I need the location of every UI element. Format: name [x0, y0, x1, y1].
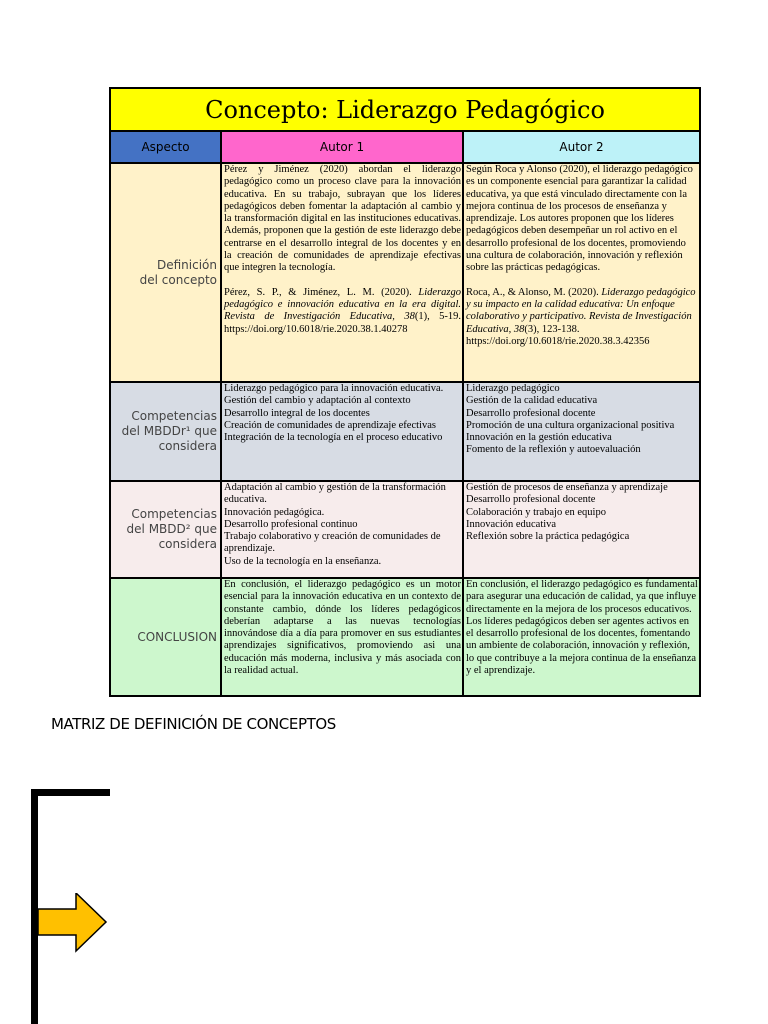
list-item: Liderazgo pedagógico para la innovación educativa. — [224, 383, 444, 394]
aspect-competencies-1 — [111, 383, 220, 480]
list-item: Innovación en la gestión educativa — [466, 432, 612, 444]
definition-author1 — [222, 164, 462, 381]
aspect-label: CONCLUSION — [137, 629, 217, 644]
aspect-definition — [111, 164, 220, 381]
conclusion-author2: En conclusión, el liderazgo pedagógico es fundamental para asegurar una educación de calidad, ya que influye directamente en la mejora de los procesos educativos. Los líderes pedagógicos deben ser agentes activos en el desarrollo profesional de los docentes, fomentando un ambiente de colaboración, innovación y reflexión, lo que contribuye a la mejora continua de la enseñanza y el aprendizaje. — [464, 579, 699, 695]
list-item: Gestión del cambio y adaptación al contexto — [224, 395, 411, 407]
reference-authors: Pérez, S. P., & Jiménez, L. M. (2020). — [224, 286, 419, 298]
competencies2-author2 — [464, 482, 699, 577]
list-item: Fomento de la reflexión y autoevaluación — [466, 444, 641, 456]
list-item: Gestión de procesos de enseñanza y aprendizaje — [466, 482, 668, 493]
aspect-conclusion — [111, 579, 220, 695]
header-aspect: Aspecto — [111, 132, 220, 162]
bracket-decoration-top — [31, 789, 110, 796]
list-item: Liderazgo pedagógico — [466, 383, 560, 394]
reference-title: Liderazgo pedagógico e innovación educativa en la era digital. Revista de Investigación Educativa, 38 — [224, 286, 461, 323]
list-item: Desarrollo integral de los docentes — [224, 407, 370, 419]
list-item: Adaptación al cambio y gestión de la transformación educativa. — [224, 482, 446, 506]
competencies1-author2 — [464, 383, 699, 480]
definition-text: Según Roca y Alonso (2020), el liderazgo pedagógico es un componente esencial para garantizar la calidad educativa, ya que está vinculado directamente con la mejora continua de los procesos de enseñanza y aprendizaje. Los autores proponen que los líderes pedagógicos deben desempeñar un rol activo en el desarrollo profesional de los docentes, promoviendo una cultura de colaboración, innovación y reflexión sobre las prácticas pedagógicas. — [466, 164, 693, 274]
aspect-label: Competencias del MBDDr¹ que considera — [121, 409, 217, 453]
reference-doi: (3), 123-138. https://doi.org/10.6018/rie.2020.38.3.42356 — [466, 323, 650, 347]
reference-authors: Roca, A., & Alonso, M. (2020). — [466, 286, 602, 298]
definition-reference — [466, 287, 698, 348]
header-author1: Autor 1 — [222, 132, 462, 162]
list-item: Creación de comunidades de aprendizaje efectivas — [224, 419, 436, 431]
arrow-right-icon — [38, 893, 108, 953]
list-item: Desarrollo profesional docente — [466, 494, 596, 506]
conclusion-author1: En conclusión, el liderazgo pedagógico es un motor esencial para la innovación educativa en un contexto de constante cambio, dónde los líderes pedagógicos deberían adaptarse a las nuevas tecnologías innovándose día a día para promover en sus estudiantes aprendizajes significativos, promoviendo asi una educación más moderna, inclusiva y más asociada con la realidad actual. — [222, 579, 462, 695]
list-item: Trabajo colaborativo y creación de comunidades de aprendizaje. — [224, 531, 441, 555]
reference-title: Liderazgo pedagógico y su impacto en la calidad educativa: Un enfoque colaborativo y participativo. Revista de Investigación Educativa, 38 — [466, 286, 696, 335]
definition-author2 — [464, 164, 699, 381]
reference-doi: (1), 5-19. https://doi.org/10.6018/rie.2020.38.1.40278 — [224, 311, 462, 335]
matrix-caption: MATRIZ DE DEFINICIÓN DE CONCEPTOS — [51, 715, 336, 733]
table-title: Concepto: Liderazgo Pedagógico — [111, 89, 699, 130]
concept-matrix-table — [109, 87, 701, 697]
aspect-label: Competencias del MBDD² que considera — [126, 507, 217, 551]
list-item: Uso de la tecnología en la enseñanza. — [224, 555, 382, 567]
definition-reference — [224, 287, 461, 336]
bracket-decoration — [31, 789, 38, 1024]
list-item: Desarrollo profesional docente — [466, 407, 596, 419]
list-item: Integración de la tecnología en el proceso educativo — [224, 432, 443, 444]
aspect-label: Definición del concepto — [139, 257, 217, 287]
list-item: Innovación pedagógica. — [224, 506, 325, 518]
list-item: Desarrollo profesional continuo — [224, 518, 358, 530]
competencies2-author1 — [222, 482, 462, 577]
list-item: Colaboración y trabajo en equipo — [466, 506, 606, 518]
definition-text: Pérez y Jiménez (2020) abordan el liderazgo pedagógico como un proceso clave para la innovación educativa. En su trabajo, subrayan que los líderes pedagógicos deben fomentar la adaptación al cambio y la transformación digital en las instituciones educativas. Además, proponen que la gestión de este liderazgo debe centrarse en el desarrollo integral de los docentes y en la creación de comunidades de aprendizaje efectivas que integren la tecnología. — [224, 164, 461, 274]
aspect-competencies-2 — [111, 482, 220, 577]
header-author2: Autor 2 — [464, 132, 699, 162]
list-item: Reflexión sobre la práctica pedagógica — [466, 531, 630, 543]
list-item: Innovación educativa — [466, 518, 557, 530]
competencies1-author1 — [222, 383, 462, 480]
list-item: Promoción de una cultura organizacional positiva — [466, 419, 675, 431]
list-item: Gestión de la calidad educativa — [466, 395, 598, 407]
